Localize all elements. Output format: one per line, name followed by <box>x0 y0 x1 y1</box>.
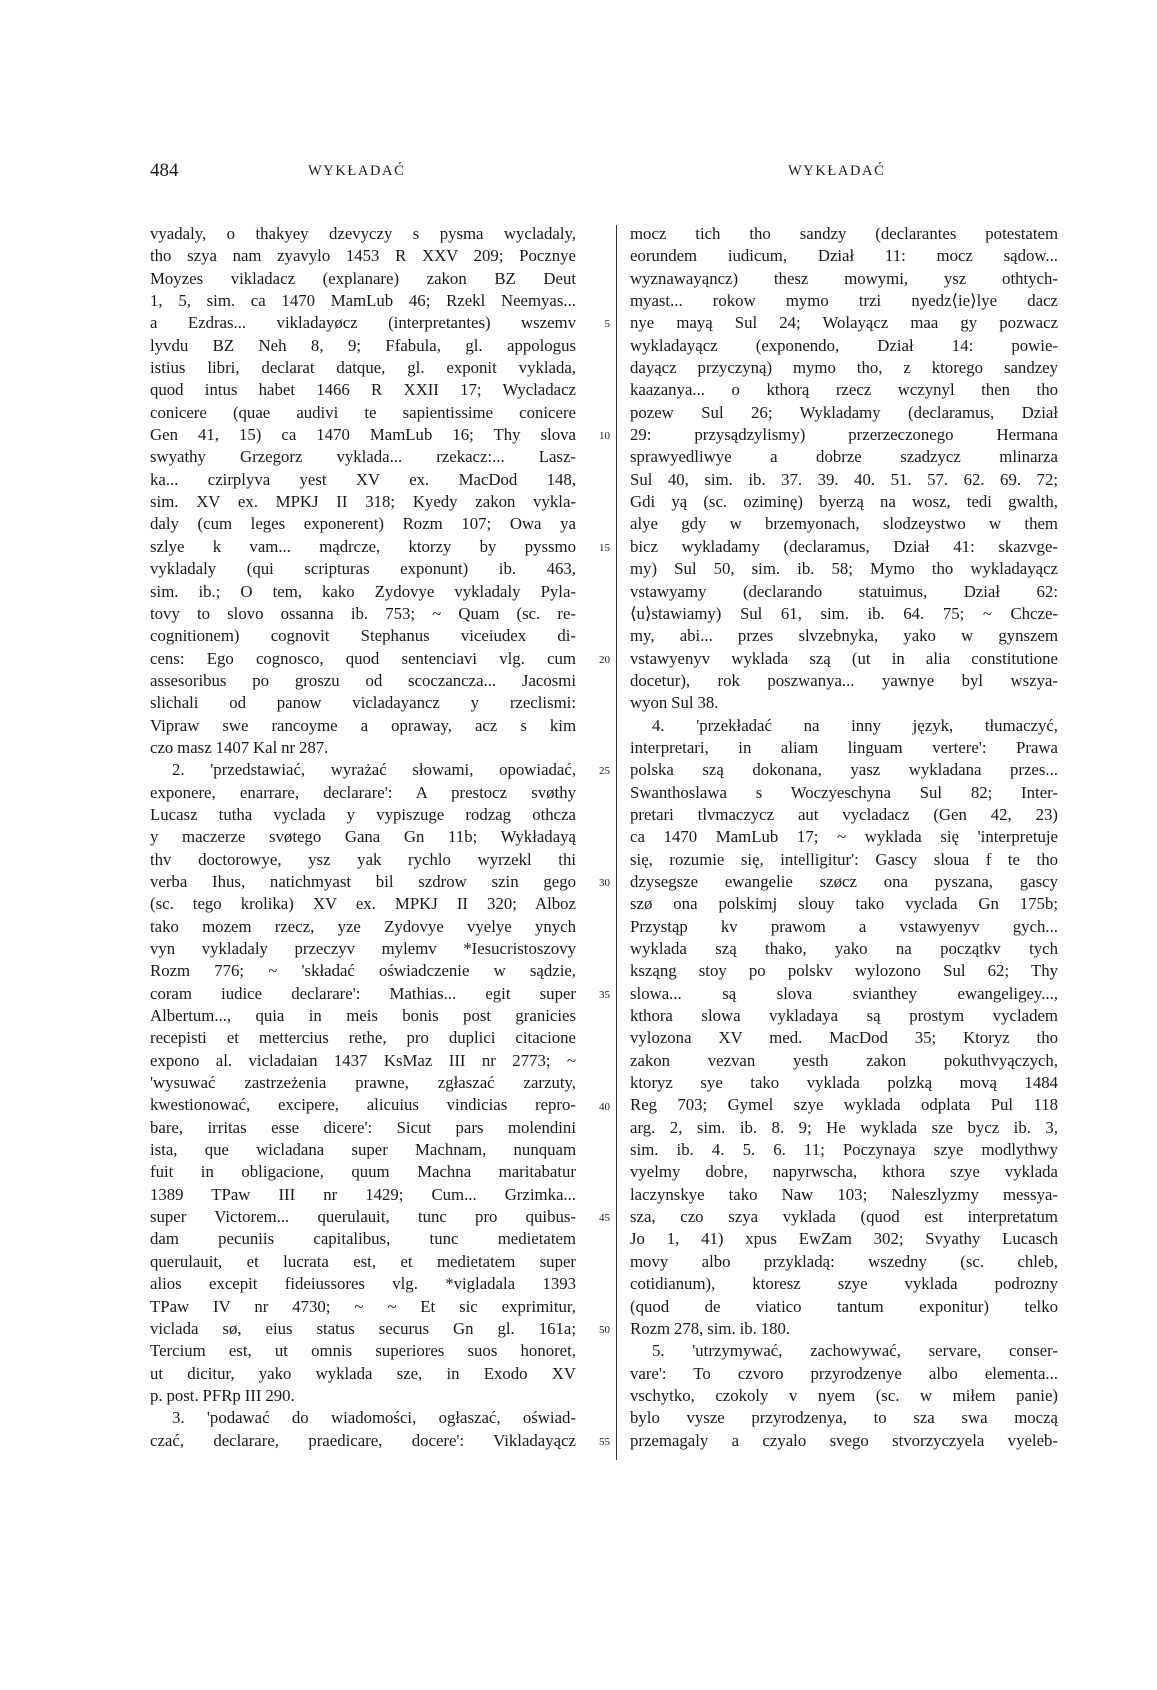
text-line: nye mayą Sul 24; Wolayącz maa gy pozwacz <box>630 313 1058 333</box>
text-line: mocz tich tho sandzy (declarantes potestatem <box>630 224 1058 243</box>
line-number: 55 <box>599 1435 610 1448</box>
text-line: viclada sø, eius status securus Gn gl. 161a; <box>150 1318 576 1338</box>
text-line: przemagaly a czyalo svego stvorzyczyela vyeleb- <box>630 1430 1058 1450</box>
text-line: wyklada szą thako, yako na początkv tych <box>630 939 1058 958</box>
text-line: vyadaly, o thakyey dzevyczy s pysma wycladaly, <box>150 224 576 243</box>
text-line: bare, irritas esse dicere': Sicut pars molendini <box>150 1117 576 1137</box>
line-number: 35 <box>599 988 610 1001</box>
text-line: alye gdy w brzemyonach, slodzeystwo w them <box>630 514 1058 534</box>
text-line: czo masz 1407 Kal nr 287. <box>150 737 329 757</box>
text-line: alios excepit fideiussores vlg. *vigladala 1393 <box>150 1274 576 1294</box>
text-line: 5. 'utrzymywać, zachowywać, servare, conser- <box>652 1341 1058 1361</box>
text-line: lyvdu BZ Neh 8, 9; Ffabula, gl. appologus <box>150 335 576 355</box>
text-line: 3. 'podawać do wiadomości, ogłaszać, oświad- <box>172 1408 576 1428</box>
text-line: 1389 TPaw III nr 1429; Cum... Grzimka... <box>150 1184 576 1204</box>
text-line: wyon Sul 38. <box>630 693 719 713</box>
text-line: vyn vykladaly przeczyv mylemv *Iesucristoszovy <box>150 939 576 958</box>
text-line: vyelmy dobre, napyrwscha, kthora szye vyklada <box>630 1162 1058 1182</box>
text-line: vylozona XV med. MacDod 35; Ktoryz tho <box>630 1028 1058 1048</box>
text-line: TPaw IV nr 4730; ~ ~ Et sic exprimitur, <box>150 1296 576 1316</box>
text-line: 2. 'przedstawiać, wyrażać słowami, opowiadać, <box>172 760 576 780</box>
text-line: Swanthoslawa s Woczyeschyna Sul 82; Inter- <box>630 782 1058 802</box>
text-line: 'wysuwać zastrzeżenia prawne, zgłaszać zarzuty, <box>150 1073 576 1093</box>
text-line: sza, czo szya vyklada (quod est interpretatum <box>630 1207 1058 1227</box>
text-line: cotidianum), ktoresz szye vyklada podrozny <box>630 1274 1058 1294</box>
page-number: 484 <box>150 160 179 181</box>
text-line: ista, que wicladana super Machnam, nunquam <box>150 1140 576 1160</box>
line-number: 15 <box>599 541 610 554</box>
text-line: szlye k vam... mądrcze, ktorzy by pyssmo <box>150 536 576 556</box>
text-line: (sc. tego krolika) XV ex. MPKJ II 320; Alboz <box>150 894 576 914</box>
line-number: 25 <box>599 765 610 778</box>
text-line: Lucasz tutha vyclada y vypiszuge rodzag othcza <box>150 804 576 824</box>
line-number: 40 <box>599 1100 610 1113</box>
text-line: vschytko, czokoly v nyem (sc. w miłem panie) <box>630 1385 1058 1405</box>
text-line: czać, declarare, praedicare, docere': Vikladayącz <box>150 1430 576 1450</box>
text-line: się, rozumie się, intelligitur': Gascy sloua f te tho <box>630 849 1058 869</box>
text-line: Vipraw swe rancoyme a opraway, acz s kim <box>150 715 576 735</box>
text-line: (quod de viatico tantum exponitur) telko <box>630 1296 1058 1316</box>
line-number: 20 <box>599 653 610 666</box>
text-line: dam pecuniis capitalibus, tunc medietatem <box>150 1229 576 1249</box>
text-line: 29: przysądzylismy) przerzeczonego Hermana <box>630 425 1058 445</box>
line-number: 45 <box>599 1212 610 1225</box>
text-line: ka... czirplyva yest XV ex. MacDod 148, <box>150 469 576 489</box>
text-line: polska szą dokonana, yasz wykladana przes... <box>630 760 1058 780</box>
text-line: ut dicitur, yako wyklada sze, in Exodo XV <box>150 1363 576 1383</box>
text-line: kwestionować, excipere, alicuius vindicias repro- <box>150 1095 576 1115</box>
right-column <box>630 223 1058 1452</box>
line-number: 10 <box>599 430 610 443</box>
text-line: kthora slowa vykladaya są prostym vycladem <box>630 1006 1058 1026</box>
left-column <box>150 223 576 1452</box>
text-line: sim. XV ex. MPKJ II 318; Kyedy zakon vykla- <box>150 492 576 512</box>
text-line: Sul 40, sim. ib. 37. 39. 40. 51. 57. 62. 69. 72; <box>630 469 1058 489</box>
text-line: bylo vysze przyrodzenya, to sza swa moczą <box>630 1408 1058 1428</box>
text-line: wyznawayąncz) thesz mowymi, ysz othtych- <box>630 268 1058 288</box>
column-rule <box>616 225 617 1460</box>
text-line: tho szya nam zyavylo 1453 R XXV 209; Pocznye <box>150 246 576 266</box>
running-head-left: WYKŁADAĆ <box>308 163 406 179</box>
text-line: swyathy Grzegorz vyklada... rzekacz:... Lasz- <box>150 447 576 467</box>
text-line: wykladayącz (exponendo, Dział 14: powie- <box>630 335 1058 355</box>
text-line: vykladaly (qui scripturas exponunt) ib. 463, <box>150 559 576 579</box>
text-line: my) Sul 50, sim. ib. 58; Mymo tho wykladayącz <box>630 559 1058 579</box>
text-line: Moyzes vikladacz (explanare) zakon BZ Deut <box>150 268 576 288</box>
text-line: eorundem iudicum, Dział 11: mocz sądow... <box>630 246 1058 266</box>
text-line: assesoribus po groszu od scoczancza... Jacosmi <box>150 670 576 690</box>
text-line: Jo 1, 41) xpus EwZam 302; Svyathy Lucasch <box>630 1229 1058 1249</box>
text-line: a Ezdras... vikladayøcz (interpretantes) wszemv <box>150 313 576 333</box>
text-line: zakon vezvan yesth zakon pokuthvyączych, <box>630 1050 1058 1070</box>
text-line: sim. ib.; O tem, kako Zydovye vykladaly Pyla- <box>150 581 576 601</box>
text-line: dayącz przyczyną) mymo tho, z ktorego sandzey <box>630 358 1058 378</box>
text-line: vstawyamy (declarando statuimus, Dział 62: <box>630 581 1058 601</box>
text-line: tovy to slovo ossanna ib. 753; ~ Quam (sc. re- <box>150 603 576 623</box>
text-line: daly (cum leges exponerent) Rozm 107; Owa ya <box>150 514 576 534</box>
text-line: expono al. vicladaian 1437 KsMaz III nr 2773; ~ <box>150 1050 576 1070</box>
text-line: vare': To czvoro przyrodzenye albo elementa... <box>630 1363 1058 1383</box>
text-line: Gdi yą (sc. oziminę) byerzą na wosz, tedi gwalth, <box>630 492 1058 512</box>
text-line: sim. ib. 4. 5. 6. 11; Poczynaya szye modlythwy <box>630 1140 1058 1160</box>
line-number: 5 <box>604 318 610 331</box>
text-line: pozew Sul 26; Wykladamy (declaramus, Dział <box>630 402 1058 422</box>
text-line: Rozm 278, sim. ib. 180. <box>630 1318 791 1338</box>
text-line: dzysegsze ewangelie szøcz ona pyszana, gascy <box>630 871 1058 891</box>
text-line: istius libri, declarat datque, gl. exponit vyklada, <box>150 358 576 378</box>
text-line: exponere, enarrare, declarare': A prestocz svøthy <box>150 782 576 802</box>
text-line: myast... rokow mymo trzi nyedz⟨ie⟩lye dacz <box>630 291 1058 311</box>
text-line: coram iudice declarare': Mathias... egit super <box>150 983 576 1003</box>
text-line: docetur), rok poszwanya... yawnye byl wszya- <box>630 670 1058 690</box>
text-line: verba Ihus, natichmyast bil szdrow szin gego <box>150 871 576 891</box>
text-line: my, abi... przes slvzebnyka, yako w gynszem <box>630 626 1058 646</box>
text-line: 4. 'przekładać na inny język, tłumaczyć, <box>652 715 1058 735</box>
text-line: cognitionem) cognovit Stephanus viceiudex di- <box>150 626 576 646</box>
line-number: 50 <box>599 1324 610 1337</box>
text-line: interpretari, in aliam linguam vertere': Prawa <box>630 737 1058 757</box>
text-line: quod intus habet 1466 R XXII 17; Wycladacz <box>150 380 576 400</box>
text-line: movy albo przykladą: wszedny (sc. chleb, <box>630 1251 1058 1271</box>
text-line: Rozm 776; ~ 'składać oświadczenie w sądzie, <box>150 961 576 981</box>
text-line: Reg 703; Gymel szye wyklada odplata Pul 118 <box>630 1095 1058 1115</box>
text-line: p. post. PFRp III 290. <box>150 1385 295 1405</box>
text-line: cens: Ego cognosco, quod sentenciavi vlg. cum <box>150 648 576 668</box>
text-line: szø ona polskimj slouy tako vyclada Gn 175b; <box>630 894 1058 914</box>
text-line: vstawyenyv wyklada szą (ut in alia constitutione <box>630 648 1058 668</box>
text-line: ⟨u⟩stawiamy) Sul 61, sim. ib. 64. 75; ~ Chcze- <box>630 603 1058 623</box>
text-line: ktoryz sye tako vyklada polzką movą 1484 <box>630 1073 1058 1093</box>
text-line: ksząng stoy po polskv wylozono Sul 62; Thy <box>630 961 1058 981</box>
text-line: fuit in obligacione, quum Machna maritabatur <box>150 1162 576 1182</box>
text-line: kaazanya... o kthorą rzecz wczynyl then tho <box>630 380 1058 400</box>
text-line: Przystąp kv prawom a vstawyenyv gych... <box>630 916 1058 936</box>
text-line: 1, 5, sim. ca 1470 MamLub 46; Rzekl Neemyas... <box>150 291 576 311</box>
running-head-right: WYKŁADAĆ <box>788 163 886 179</box>
text-line: bicz wykladamy (declaramus, Dział 41: skazvge- <box>630 536 1058 556</box>
text-line: Albertum..., quia in meis bonis post granicies <box>150 1006 576 1026</box>
text-line: Gen 41, 15) ca 1470 MamLub 16; Thy slova <box>150 425 576 445</box>
text-line: slowa... są slova svianthey ewangeligey..., <box>630 983 1058 1003</box>
text-line: conicere (quae audivi te sapientissime conicere <box>150 402 576 422</box>
text-line: super Victorem... querulauit, tunc pro quibus- <box>150 1207 576 1227</box>
text-line: sprawyedliwye a dobrze szadzycz mlinarza <box>630 447 1058 467</box>
text-line: y maczerze svøtego Gana Gn 11b; Wykładayą <box>150 827 576 847</box>
text-line: querulauit, et lucrata est, et medietatem super <box>150 1251 576 1271</box>
page-header <box>0 160 1157 190</box>
text-line: slichali od panow vicladayancz y rzeclismi: <box>150 693 576 713</box>
text-line: tako mozem rzecz, yze Zydovye vyelye ynych <box>150 916 576 936</box>
text-line: arg. 2, sim. ib. 8. 9; He wyklada sze bycz ib. 3, <box>630 1117 1058 1137</box>
text-line: recepisti et mettercius rethe, pro duplici citacione <box>150 1028 576 1048</box>
text-line: thv doctorowye, ysz yak rychlo wyrzekl thi <box>150 849 576 869</box>
text-line: ca 1470 MamLub 17; ~ wyklada się 'interpretuje <box>630 827 1058 847</box>
text-line: Tercium est, ut omnis superiores suos honoret, <box>150 1341 576 1361</box>
text-line: pretari tlvmaczycz aut vycladacz (Gen 42, 23) <box>630 804 1058 824</box>
line-number: 30 <box>599 877 610 890</box>
text-line: laczynskye tako Naw 103; Naleszlyzmy messya- <box>630 1184 1058 1204</box>
